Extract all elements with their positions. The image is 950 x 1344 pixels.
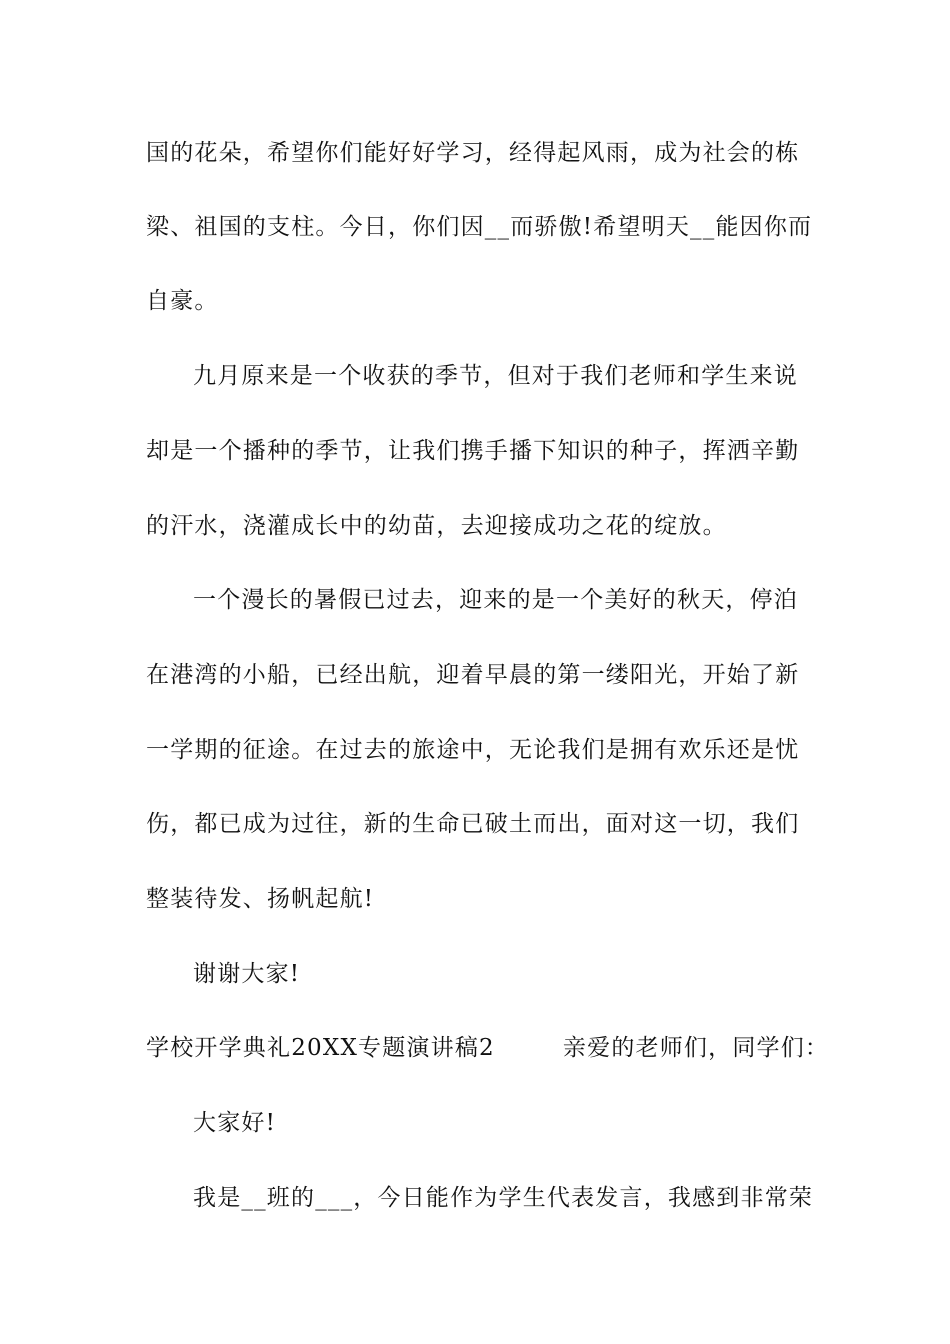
paragraph-line: 的汗水，浇灌成长中的幼苗，去迎接成功之花的绽放。 [146,513,727,539]
paragraph-line: 我是__班的___，今日能作为学生代表发言，我感到非常荣 [193,1185,814,1211]
paragraph-line: 整装待发、扬帆起航! [146,886,375,912]
section-heading-line: 学校开学典礼20XX专题演讲稿2 亲爱的老师们，同学们： [146,1035,830,1061]
paragraph-line: 大家好! [193,1110,277,1136]
paragraph-line: 一学期的征途。在过去的旅途中，无论我们是拥有欢乐还是忧 [146,737,800,763]
paragraph-line: 一个漫长的暑假已过去，迎来的是一个美好的秋天，停泊 [193,587,798,613]
paragraph-line: 谢谢大家! [193,961,301,987]
paragraph-line: 梁、祖国的支柱。今日，你们因__而骄傲!希望明天__能因你而 [146,214,813,240]
paragraph-line: 九月原来是一个收获的季节，但对于我们老师和学生来说 [193,363,798,389]
paragraph-line: 却是一个播种的季节，让我们携手播下知识的种子，挥洒辛勤 [146,438,800,464]
paragraph-line: 伤，都已成为过往，新的生命已破土而出，面对这一切，我们 [146,811,800,837]
paragraph-line: 自豪。 [146,288,219,314]
paragraph-line: 国的花朵，希望你们能好好学习，经得起风雨，成为社会的栋 [146,140,800,166]
paragraph-line: 在港湾的小船，已经出航，迎着早晨的第一缕阳光，开始了新 [146,662,800,688]
